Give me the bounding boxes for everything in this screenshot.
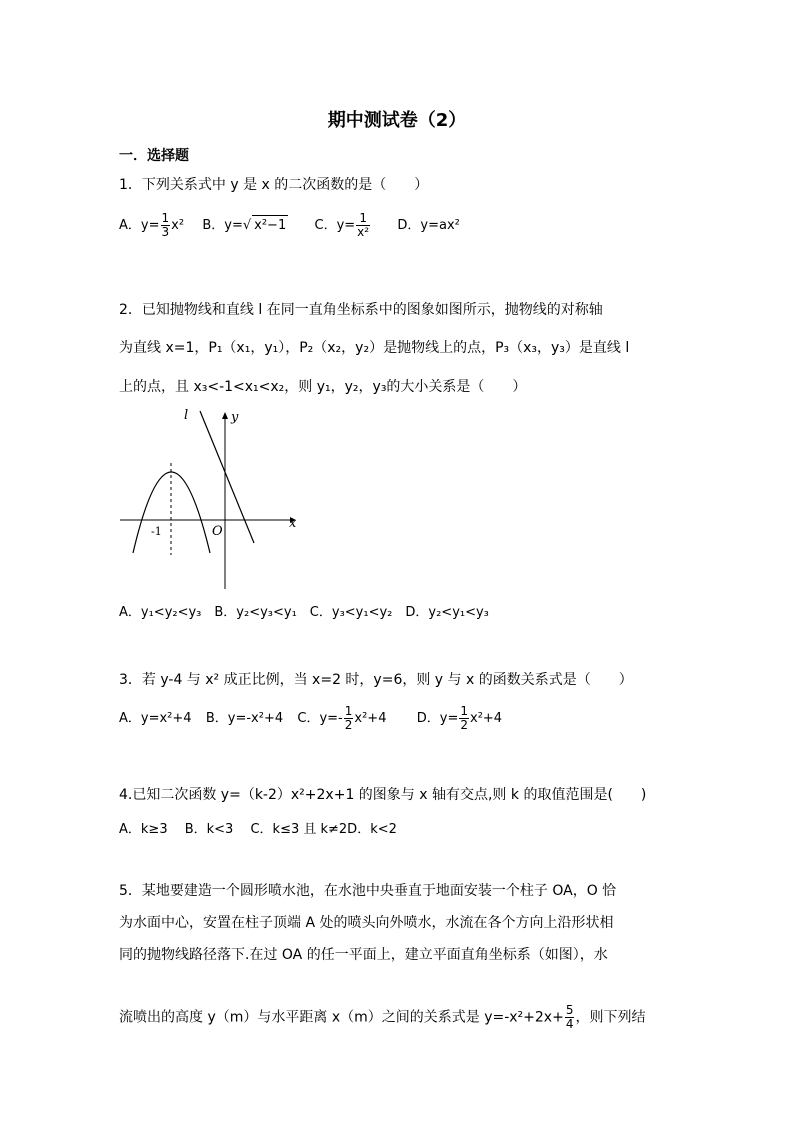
q5-line-3: 同的抛物线路径落下.在过 OA 的任一平面上，建立平面直角坐标系（如图），水 — [119, 947, 608, 963]
q4-options[interactable]: A．k≥3 B．k<3 C．k≤3 且 k≠2D．k<2 — [119, 822, 397, 837]
q3-options — [119, 705, 502, 732]
q5-line-4 — [119, 1004, 645, 1031]
q5-fraction — [565, 1004, 575, 1031]
page-title: 期中测试卷（2） — [327, 110, 467, 131]
q5-line-4-prefix: 流喷出的高度 y（m）与水平距离 x（m）之间的关系式是 y=-x²+2x+ — [119, 1009, 564, 1026]
q5-line-4-suffix: ，则下列结 — [575, 1009, 646, 1026]
q2-graph — [118, 403, 308, 593]
q1-a-denominator: 3 — [161, 225, 170, 239]
q1-c-numerator: 1 — [356, 212, 370, 226]
q1-options — [119, 212, 460, 239]
q3-c-suffix: x²+4 — [354, 711, 387, 726]
q1-b-label: B． — [202, 218, 225, 233]
q1-option-b[interactable] — [202, 218, 292, 233]
q1-b-prefix: y= — [224, 218, 243, 233]
q3-option-b[interactable]: B．y=-x²+4 — [205, 711, 284, 726]
q3-option-a[interactable]: A．y=x²+4 — [119, 711, 192, 726]
q1-stem: 1．下列关系式中 y 是 x 的二次函数的是（ ） — [119, 177, 429, 193]
q1-option-a[interactable] — [119, 211, 188, 239]
q4-stem: 4.已知二次函数 y=（k-2）x²+2x+1 的图象与 x 轴有交点,则 k 的取值范围是( ) — [119, 787, 647, 803]
q2-line-3: 上的点，且 x₃<-1<x₁<x₂，则 y₁，y₂，y₃的大小关系是（ ） — [119, 379, 527, 395]
q1-option-c[interactable] — [314, 211, 376, 239]
graph-label-origin: O — [212, 524, 223, 539]
sqrt-icon: √ — [242, 218, 252, 233]
graph-label-y: y — [231, 410, 239, 425]
q3-c-denominator: 2 — [344, 718, 353, 732]
q3-c-prefix: y=- — [319, 711, 343, 726]
q3-d-label: D． — [416, 711, 440, 726]
q1-c-denominator: x² — [357, 225, 370, 239]
q3-d-denominator: 2 — [460, 718, 468, 732]
q1-a-prefix: y= — [140, 218, 160, 233]
q5-line-2: 为水面中心，安置在柱子顶端 A 处的喷头向外喷水，水流在各个方向上沿形状相 — [119, 915, 614, 931]
q1-c-fraction — [356, 212, 370, 239]
q1-a-fraction — [161, 212, 171, 239]
q3-d-suffix: x²+4 — [470, 711, 503, 726]
q1-a-label: A． — [119, 218, 141, 233]
q3-c-label: C． — [297, 711, 320, 726]
q3-c-fraction — [344, 705, 354, 732]
graph-label-x: x — [289, 516, 297, 531]
q5-denominator: 4 — [565, 1017, 574, 1031]
q3-d-prefix: y= — [439, 711, 459, 726]
q5-line-1: 5．某地要建造一个圆形喷水池，在水池中央垂直于地面安装一个柱子 OA，O 恰 — [119, 883, 617, 899]
q1-a-numerator: 1 — [161, 211, 170, 225]
q3-option-d[interactable] — [416, 704, 503, 732]
q3-option-c[interactable] — [297, 704, 390, 732]
q1-a-suffix: x² — [171, 218, 185, 233]
q2-options[interactable]: A．y₁<y₂<y₃ B．y₂<y₃<y₁ C．y₃<y₁<y₂ D．y₂<y₁<y₃ — [119, 605, 489, 620]
y-axis-arrow-icon — [222, 412, 228, 419]
q1-d-label: D． — [397, 218, 421, 233]
q1-d-text: y=ax² — [420, 218, 460, 233]
q5-numerator: 5 — [565, 1003, 574, 1017]
graph-label-neg1: -1 — [151, 525, 162, 538]
q3-c-numerator: 1 — [344, 704, 353, 718]
q2-line-2: 为直线 x=1，P₁（x₁，y₁），P₂（x₂，y₂）是抛物线上的点，P₃（x₃，y₃）是直线 l — [119, 340, 630, 356]
q3-d-fraction — [459, 705, 469, 732]
q1-c-prefix: y= — [336, 218, 356, 233]
q2-line-1: 2．已知抛物线和直线 l 在同一直角坐标系中的图象如图所示，抛物线的对称轴 — [119, 302, 603, 318]
q3-stem: 3．若 y-4 与 x² 成正比例，当 x=2 时，y=6，则 y 与 x 的函数关系式是（ ） — [119, 672, 633, 688]
q1-b-radicand: x²−1 — [252, 215, 288, 236]
graph-label-l: l — [184, 408, 189, 423]
q1-option-d[interactable] — [397, 218, 459, 233]
line-l — [200, 411, 254, 543]
section-heading: 一．选择题 — [119, 148, 189, 164]
q3-d-numerator: 1 — [460, 704, 468, 718]
q1-c-label: C． — [314, 218, 337, 233]
